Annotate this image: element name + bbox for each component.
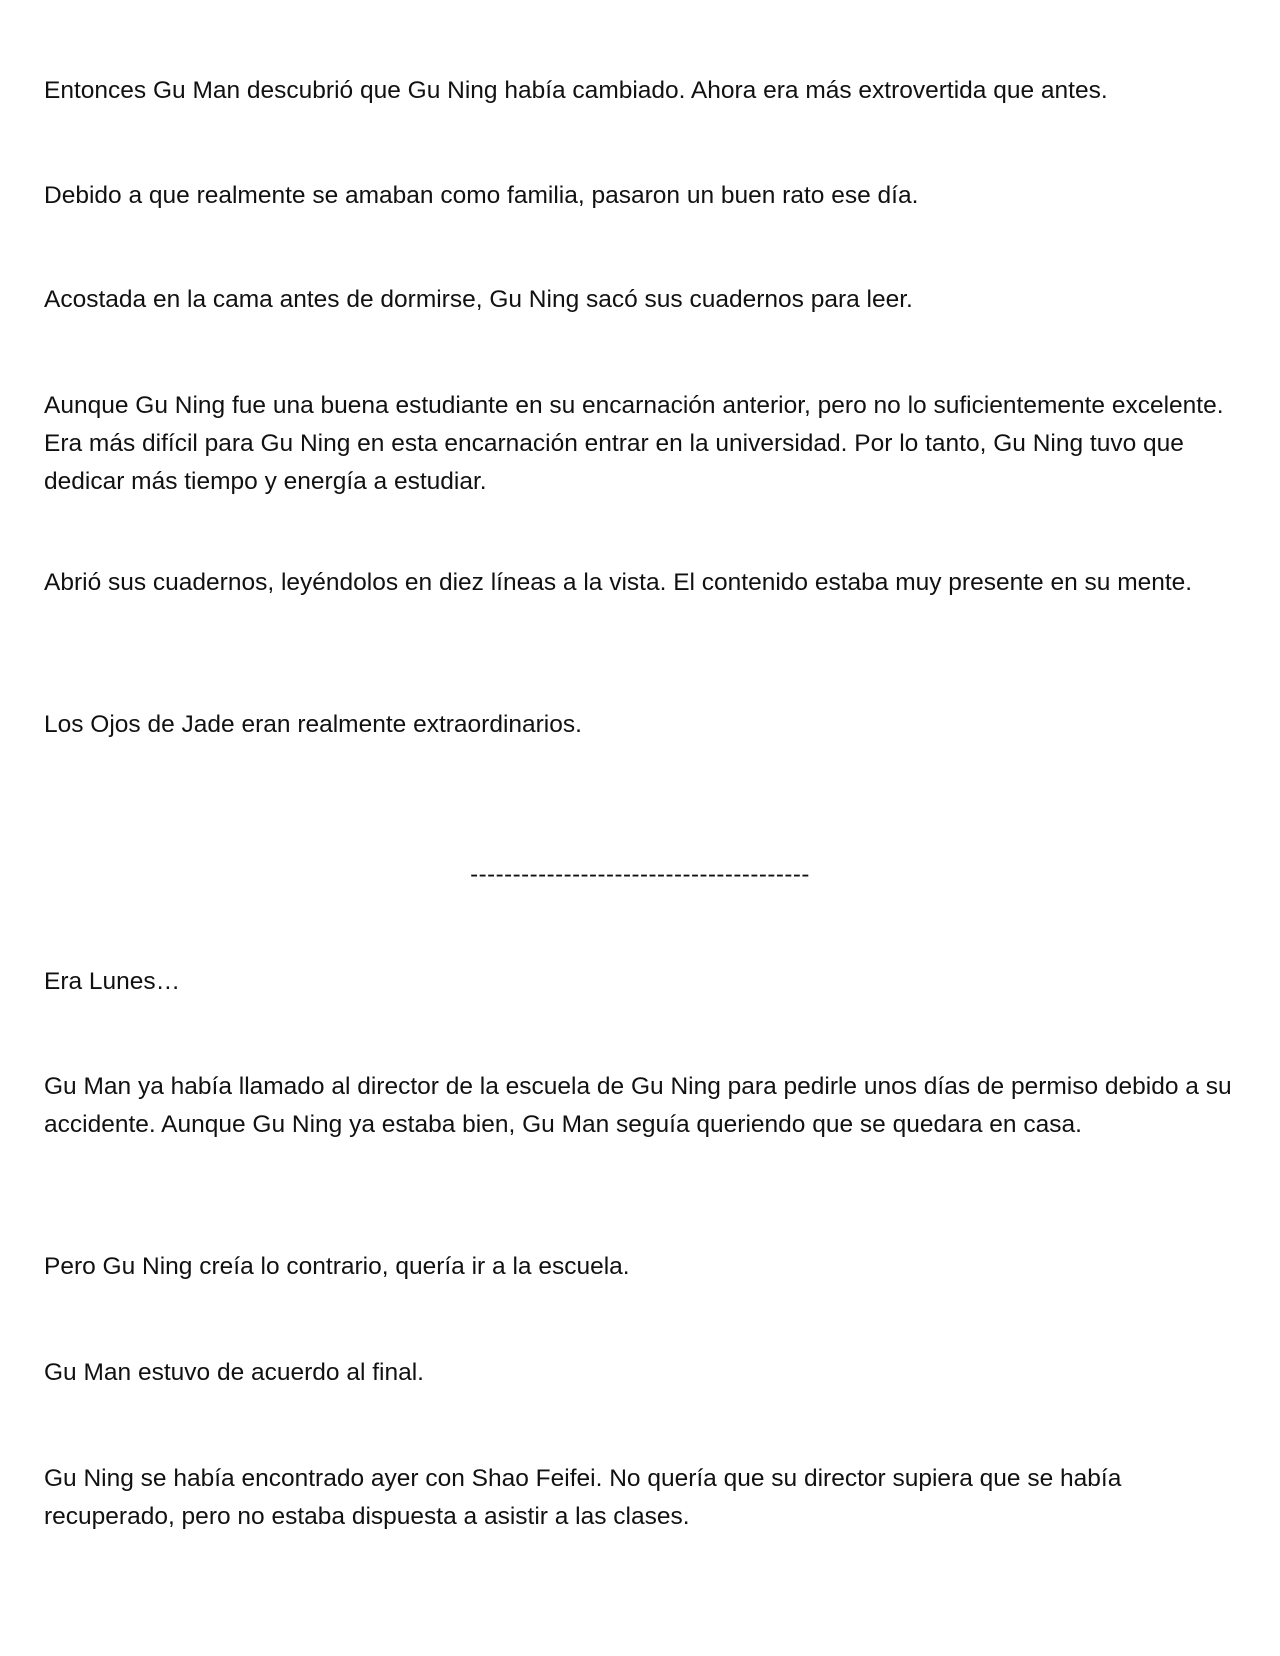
paragraph: Los Ojos de Jade eran realmente extraordinarios. <box>44 711 582 738</box>
section-separator: ---------------------------------------- <box>470 861 810 888</box>
paragraph: Abrió sus cuadernos, leyéndolos en diez líneas a la vista. El contenido estaba muy presente en su mente. <box>44 569 1193 596</box>
paragraph: Era Lunes… <box>44 968 181 995</box>
paragraph: Acostada en la cama antes de dormirse, Gu Ning sacó sus cuadernos para leer. <box>44 286 913 313</box>
paragraph: Gu Man estuvo de acuerdo al final. <box>44 1359 424 1386</box>
paragraph: Gu Ning se había encontrado ayer con Shao Feifei. No quería que su director supiera que se había recuperado, pero no estaba dispuesta a asistir a las clases. <box>44 1465 1122 1530</box>
paragraph: Entonces Gu Man descubrió que Gu Ning había cambiado. Ahora era más extrovertida que antes. <box>44 77 1108 104</box>
paragraph: Aunque Gu Ning fue una buena estudiante en su encarnación anterior, pero no lo suficientemente excelente. Era más difícil para Gu Ning en esta encarnación entrar en la universidad. Por lo tanto, Gu Ning tuvo que dedicar más tiempo y energía a estudiar. <box>44 392 1224 495</box>
paragraph: Debido a que realmente se amaban como familia, pasaron un buen rato ese día. <box>44 182 919 209</box>
paragraph: Gu Man ya había llamado al director de la escuela de Gu Ning para pedirle unos días de permiso debido a su accidente. Aunque Gu Ning ya estaba bien, Gu Man seguía queriendo que se quedara en casa. <box>44 1073 1232 1138</box>
paragraph: Pero Gu Ning creía lo contrario, quería ir a la escuela. <box>44 1253 630 1280</box>
